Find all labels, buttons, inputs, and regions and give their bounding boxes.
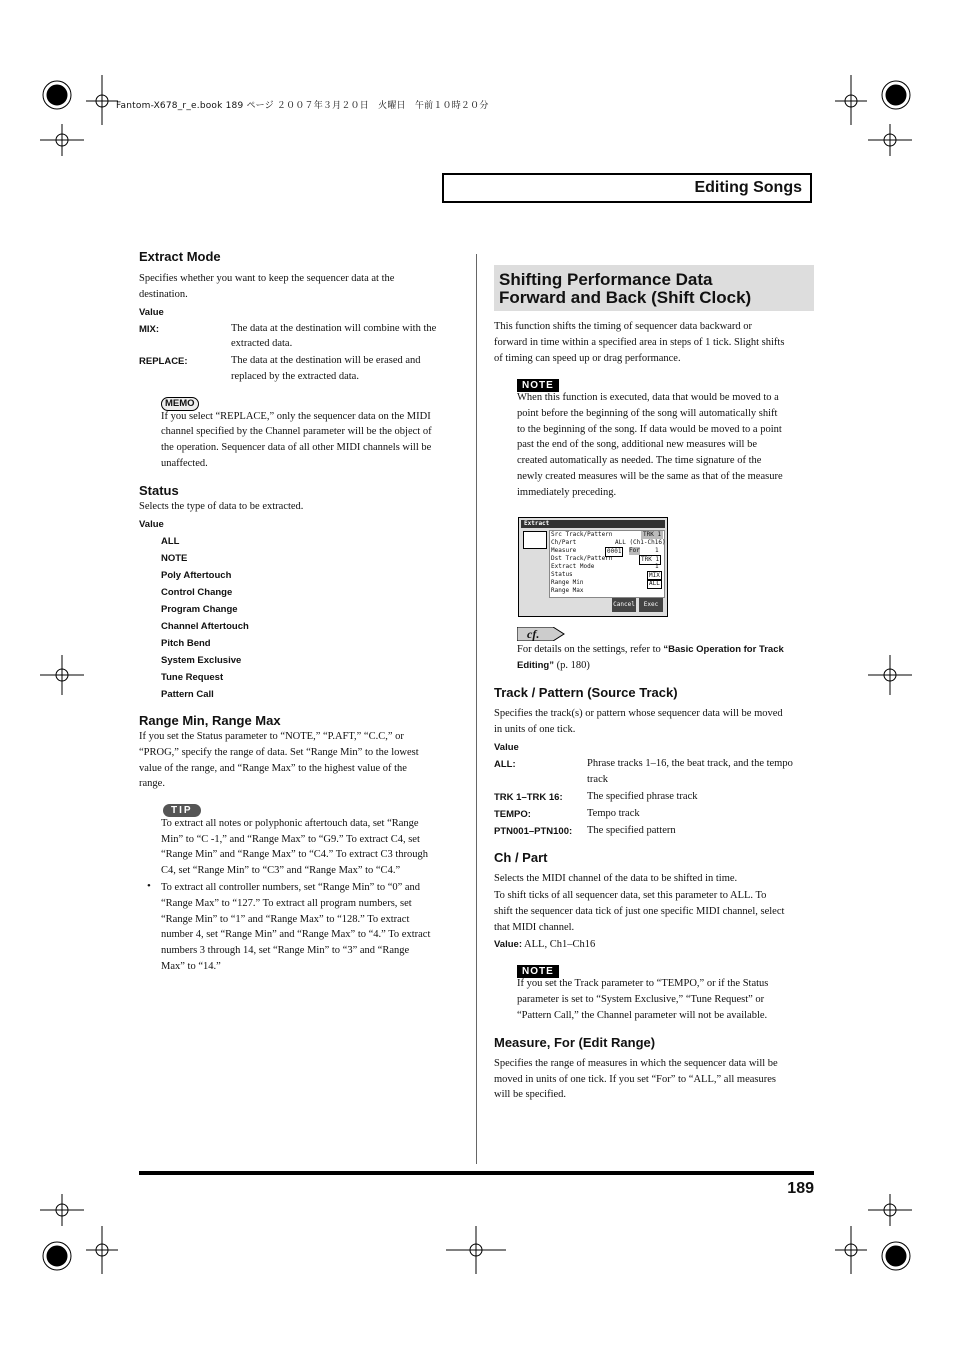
page-number: 189 [787, 1180, 814, 1197]
bullet-line-4: number 4, set “Range Min” and “Range Max” to “4.” To extract [161, 929, 431, 940]
bullet-line-5: numbers 3 through 14, set “Range Min” to “3” and “Range [161, 945, 410, 956]
chpart-value [494, 937, 595, 953]
screen-value: ALL (Ch1-Ch16) [615, 539, 666, 546]
extract-mode-desc-2: destination. [139, 289, 188, 300]
track-ptn-desc: The specified pattern [587, 825, 676, 836]
screen-row: Ch/Part [551, 539, 577, 546]
memo-line-3: the operation. Sequencer data of all other MIDI channels will be [161, 442, 432, 453]
mix-label: MIX: [139, 324, 160, 335]
chpart-desc-1: Selects the MIDI channel of the data to be shifted in time. [494, 873, 738, 884]
note-line-7: immediately preceding. [517, 487, 617, 498]
bullet-line-1: To extract all controller numbers, set “Range Min” to “0” and [161, 882, 421, 893]
track-trk-label: TRK 1–TRK 16: [494, 792, 563, 803]
mix-desc-1: The data at the destination will combine with the [231, 323, 437, 334]
chpart-value-label: Value: [494, 939, 522, 950]
status-item: NOTE [161, 553, 188, 564]
replace-desc-1: The data at the destination will be erased and [231, 355, 421, 366]
cf-badge: cf. [527, 627, 540, 641]
screen-row: Extract Mode [551, 563, 595, 570]
intro-line-1: This function shifts the timing of sequencer data backward or [494, 321, 753, 332]
bullet-line-6: Max” to “14.” [161, 961, 221, 972]
footer-rule [139, 1171, 814, 1175]
bullet-line-3: “Range Min” to “1” and “Range Max” to “128.” To extract [161, 914, 410, 925]
status-item: Pitch Bend [161, 638, 211, 649]
mix-desc-2: extracted data. [231, 338, 293, 349]
cf-link[interactable]: “Basic Operation for Track [663, 644, 784, 655]
chpart-desc-2: To shift ticks of all sequencer data, set this parameter to ALL. To [494, 890, 767, 901]
screen-value: 1 [655, 547, 659, 554]
note-line-6: newly created measures will be the same as that of the measure [517, 471, 783, 482]
chpart-note-1: If you set the Track parameter to “TEMPO,” or if the Status [517, 978, 769, 989]
status-item: Program Change [161, 604, 238, 615]
screen-exec-button: Exec [639, 598, 663, 612]
note-line-4: past the end of the song, additional new measures will be [517, 439, 757, 450]
section-title: Editing Songs [694, 179, 802, 196]
note-line-1: When this function is executed, data that would be moved to a [517, 392, 779, 403]
memo-line-1: If you select “REPLACE,” only the sequencer data on the MIDI [161, 411, 431, 422]
tip-line-1: To extract all notes or polyphonic aftertouch data, set “Range [161, 818, 419, 829]
range-desc-2: “PROG,” specify the range of data. Set “Range Min” to the lowest [139, 747, 419, 758]
track-desc-1: Specifies the track(s) or pattern whose sequencer data will be moved [494, 708, 783, 719]
screen-title: Extract [521, 520, 665, 528]
track-ptn-label: PTN001–PTN100: [494, 826, 573, 837]
chpart-note-2: parameter is set to “System Exclusive,” “Tune Request” or [517, 994, 765, 1005]
status-item: System Exclusive [161, 655, 242, 666]
note-line-2: point before the beginning of the song will automatically shift [517, 408, 778, 419]
extract-mode-value-label: Value [139, 307, 164, 318]
main-heading-line-2: Forward and Back (Shift Clock) [499, 288, 752, 307]
screen-row: Src Track/Pattern [551, 531, 613, 538]
status-item: Tune Request [161, 672, 224, 683]
tip-line-3: “Range Min” and “Range Max” to “C4.” To extract C3 through [161, 849, 429, 860]
extract-screen-image [518, 517, 668, 617]
intro-line-3: of timing can speed up or drag performance. [494, 353, 681, 364]
status-item: Poly Aftertouch [161, 570, 232, 581]
measure-heading: Measure, For (Edit Range) [494, 1035, 656, 1050]
tip-line-4: C4, set “Range Min” to “C3” and “Range Max” to “C4.” [161, 865, 401, 876]
cf-line-1 [517, 642, 784, 658]
replace-desc-2: replaced by the extracted data. [231, 371, 359, 382]
range-desc-3: value of the range, and “Range Max” to the highest value of the [139, 763, 407, 774]
screen-track-icon [523, 531, 547, 549]
note-line-3: to the beginning of the song. If data would be moved to a point [517, 424, 782, 435]
tip-badge: TIP [163, 804, 201, 817]
tip-line-2: Min” to “C -1,” and “Range Max” to “G9.” To extract C4, set [161, 834, 420, 845]
status-heading: Status [139, 483, 179, 498]
memo-line-4: unaffected. [161, 458, 208, 469]
cf-line-1-text: For details on the settings, refer to [517, 644, 664, 655]
chpart-desc-4: that MIDI channel. [494, 922, 575, 933]
measure-desc-2: moved in units of one tick. If you set “For” to “ALL,” all measures [494, 1074, 776, 1085]
memo-line-2: channel specified by the Channel parameter will be the object of [161, 426, 432, 437]
screen-row: Dst Track/Pattern [551, 555, 613, 562]
main-heading-line-1: Shifting Performance Data [499, 270, 713, 289]
status-value-label: Value [139, 519, 164, 530]
chpart-note-3: “Pattern Call,” the Channel parameter will not be available. [517, 1010, 768, 1021]
track-tempo-desc: Tempo track [587, 808, 640, 819]
screen-row: Range Max [551, 587, 584, 594]
note-line-5: created automatically as needed. The time signature of the [517, 455, 762, 466]
screen-row: Status [551, 571, 573, 578]
main-heading [494, 265, 814, 311]
bullet-line-2: “Range Max” to “127.” To extract all program numbers, set [161, 898, 412, 909]
column-divider [476, 254, 477, 1164]
status-item: Channel Aftertouch [161, 621, 249, 632]
screen-value: 0001 [607, 548, 622, 555]
range-heading: Range Min, Range Max [139, 713, 281, 728]
intro-line-2: forward in time within a specified area in steps of 1 tick. Slight shifts [494, 337, 785, 348]
screen-value: For [629, 547, 640, 554]
screen-row: Range Min [551, 579, 584, 586]
replace-label: REPLACE: [139, 356, 188, 367]
cf-page-ref: (p. 180) [553, 660, 590, 671]
screen-value: 1 [655, 563, 659, 570]
bullet-icon: • [147, 880, 151, 892]
range-desc-1: If you set the Status parameter to “NOTE,” “P.AFT,” “C.C,” or [139, 731, 404, 742]
screen-value: ALL [649, 580, 660, 587]
status-item: Pattern Call [161, 689, 214, 700]
chpart-note-badge: NOTE [517, 965, 559, 978]
screen-cancel-button: Cancel [612, 598, 636, 612]
memo-badge: MEMO [161, 397, 199, 411]
screen-value: TRK 1 [641, 556, 660, 563]
section-header [442, 173, 812, 203]
measure-desc-1: Specifies the range of measures in which the sequencer data will be [494, 1058, 778, 1069]
extract-mode-heading: Extract Mode [139, 249, 221, 264]
track-all-desc-2: track [587, 774, 608, 785]
extract-mode-desc-1: Specifies whether you want to keep the sequencer data at the [139, 273, 395, 284]
cf-link-cont[interactable]: Editing” [517, 660, 554, 671]
chpart-desc-3: shift the sequencer data tick of just one specific MIDI channel, select [494, 906, 785, 917]
track-all-label: ALL: [494, 759, 516, 770]
track-trk-desc: The specified phrase track [587, 791, 698, 802]
chpart-heading: Ch / Part [494, 850, 548, 865]
screen-value: TRK 1 [643, 531, 662, 538]
status-item: ALL [161, 536, 180, 547]
screen-value: MIX [649, 572, 660, 579]
status-item: Control Change [161, 587, 233, 598]
track-heading: Track / Pattern (Source Track) [494, 685, 678, 700]
track-tempo-label: TEMPO: [494, 809, 531, 820]
note-badge: NOTE [517, 379, 559, 392]
status-desc: Selects the type of data to be extracted. [139, 501, 304, 512]
track-value-label: Value [494, 742, 519, 753]
file-header: Fantom-X678_r_e.book 189 ページ ２００７年３月２０日 火曜日 午前１０時２０分 [116, 101, 489, 111]
chpart-value-text: ALL, Ch1–Ch16 [522, 939, 596, 950]
screen-row: Measure [551, 547, 577, 554]
track-all-desc-1: Phrase tracks 1–16, the beat track, and the tempo [587, 758, 793, 769]
cf-line-2 [517, 658, 590, 674]
measure-desc-3: will be specified. [494, 1089, 567, 1100]
range-desc-4: range. [139, 778, 165, 789]
track-desc-2: in units of one tick. [494, 724, 576, 735]
